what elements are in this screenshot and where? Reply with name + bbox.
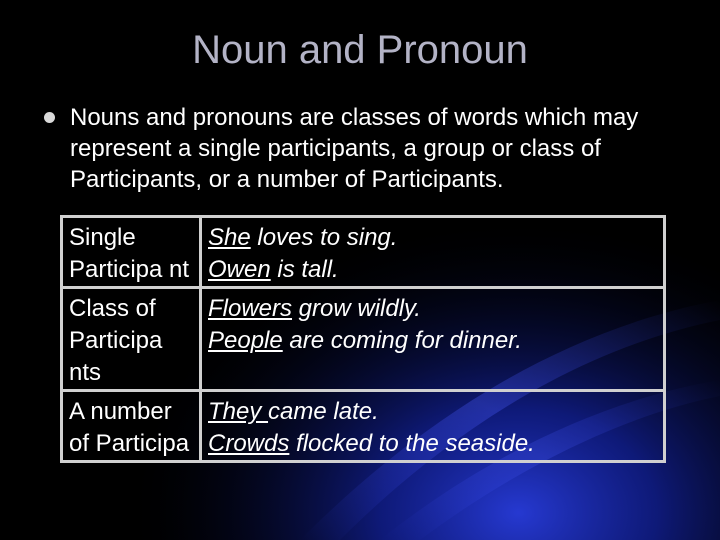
row-label: Class of Participa nts bbox=[62, 288, 201, 391]
table-row bbox=[62, 288, 665, 391]
bullet-marker bbox=[44, 112, 55, 123]
examples-table bbox=[60, 215, 666, 463]
slide-title: Noun and Pronoun bbox=[192, 28, 528, 72]
example-rest: flocked to the seaside. bbox=[289, 430, 535, 457]
example-rest: is tall. bbox=[270, 256, 339, 283]
example-subject: Flowers bbox=[208, 295, 293, 322]
example-subject: They bbox=[208, 398, 269, 425]
row-examples bbox=[201, 391, 665, 462]
example-rest: came late. bbox=[268, 398, 379, 425]
row-label: A number of Participa bbox=[62, 391, 201, 462]
table-row bbox=[62, 391, 665, 462]
example-subject: People bbox=[208, 327, 283, 354]
example-subject: Owen bbox=[208, 256, 271, 283]
example-rest: grow wildly. bbox=[292, 295, 421, 322]
row-examples bbox=[201, 288, 665, 391]
example-sentence bbox=[208, 428, 657, 460]
example-rest: loves to sing. bbox=[250, 224, 398, 251]
example-subject: She bbox=[208, 224, 251, 251]
row-examples bbox=[201, 217, 665, 288]
example-sentence bbox=[208, 396, 657, 428]
row-label: Single Participa nt bbox=[62, 217, 201, 288]
example-sentence bbox=[208, 222, 657, 254]
example-rest: are coming for dinner. bbox=[282, 327, 522, 354]
example-sentence bbox=[208, 293, 657, 325]
example-sentence bbox=[208, 325, 657, 357]
table-row bbox=[62, 217, 665, 288]
bullet-text: Nouns and pronouns are classes of words which may represent a single participants, a group or class of Participants, or a number of Participants. bbox=[70, 104, 639, 193]
example-subject: Crowds bbox=[208, 430, 290, 457]
example-sentence bbox=[208, 254, 657, 286]
